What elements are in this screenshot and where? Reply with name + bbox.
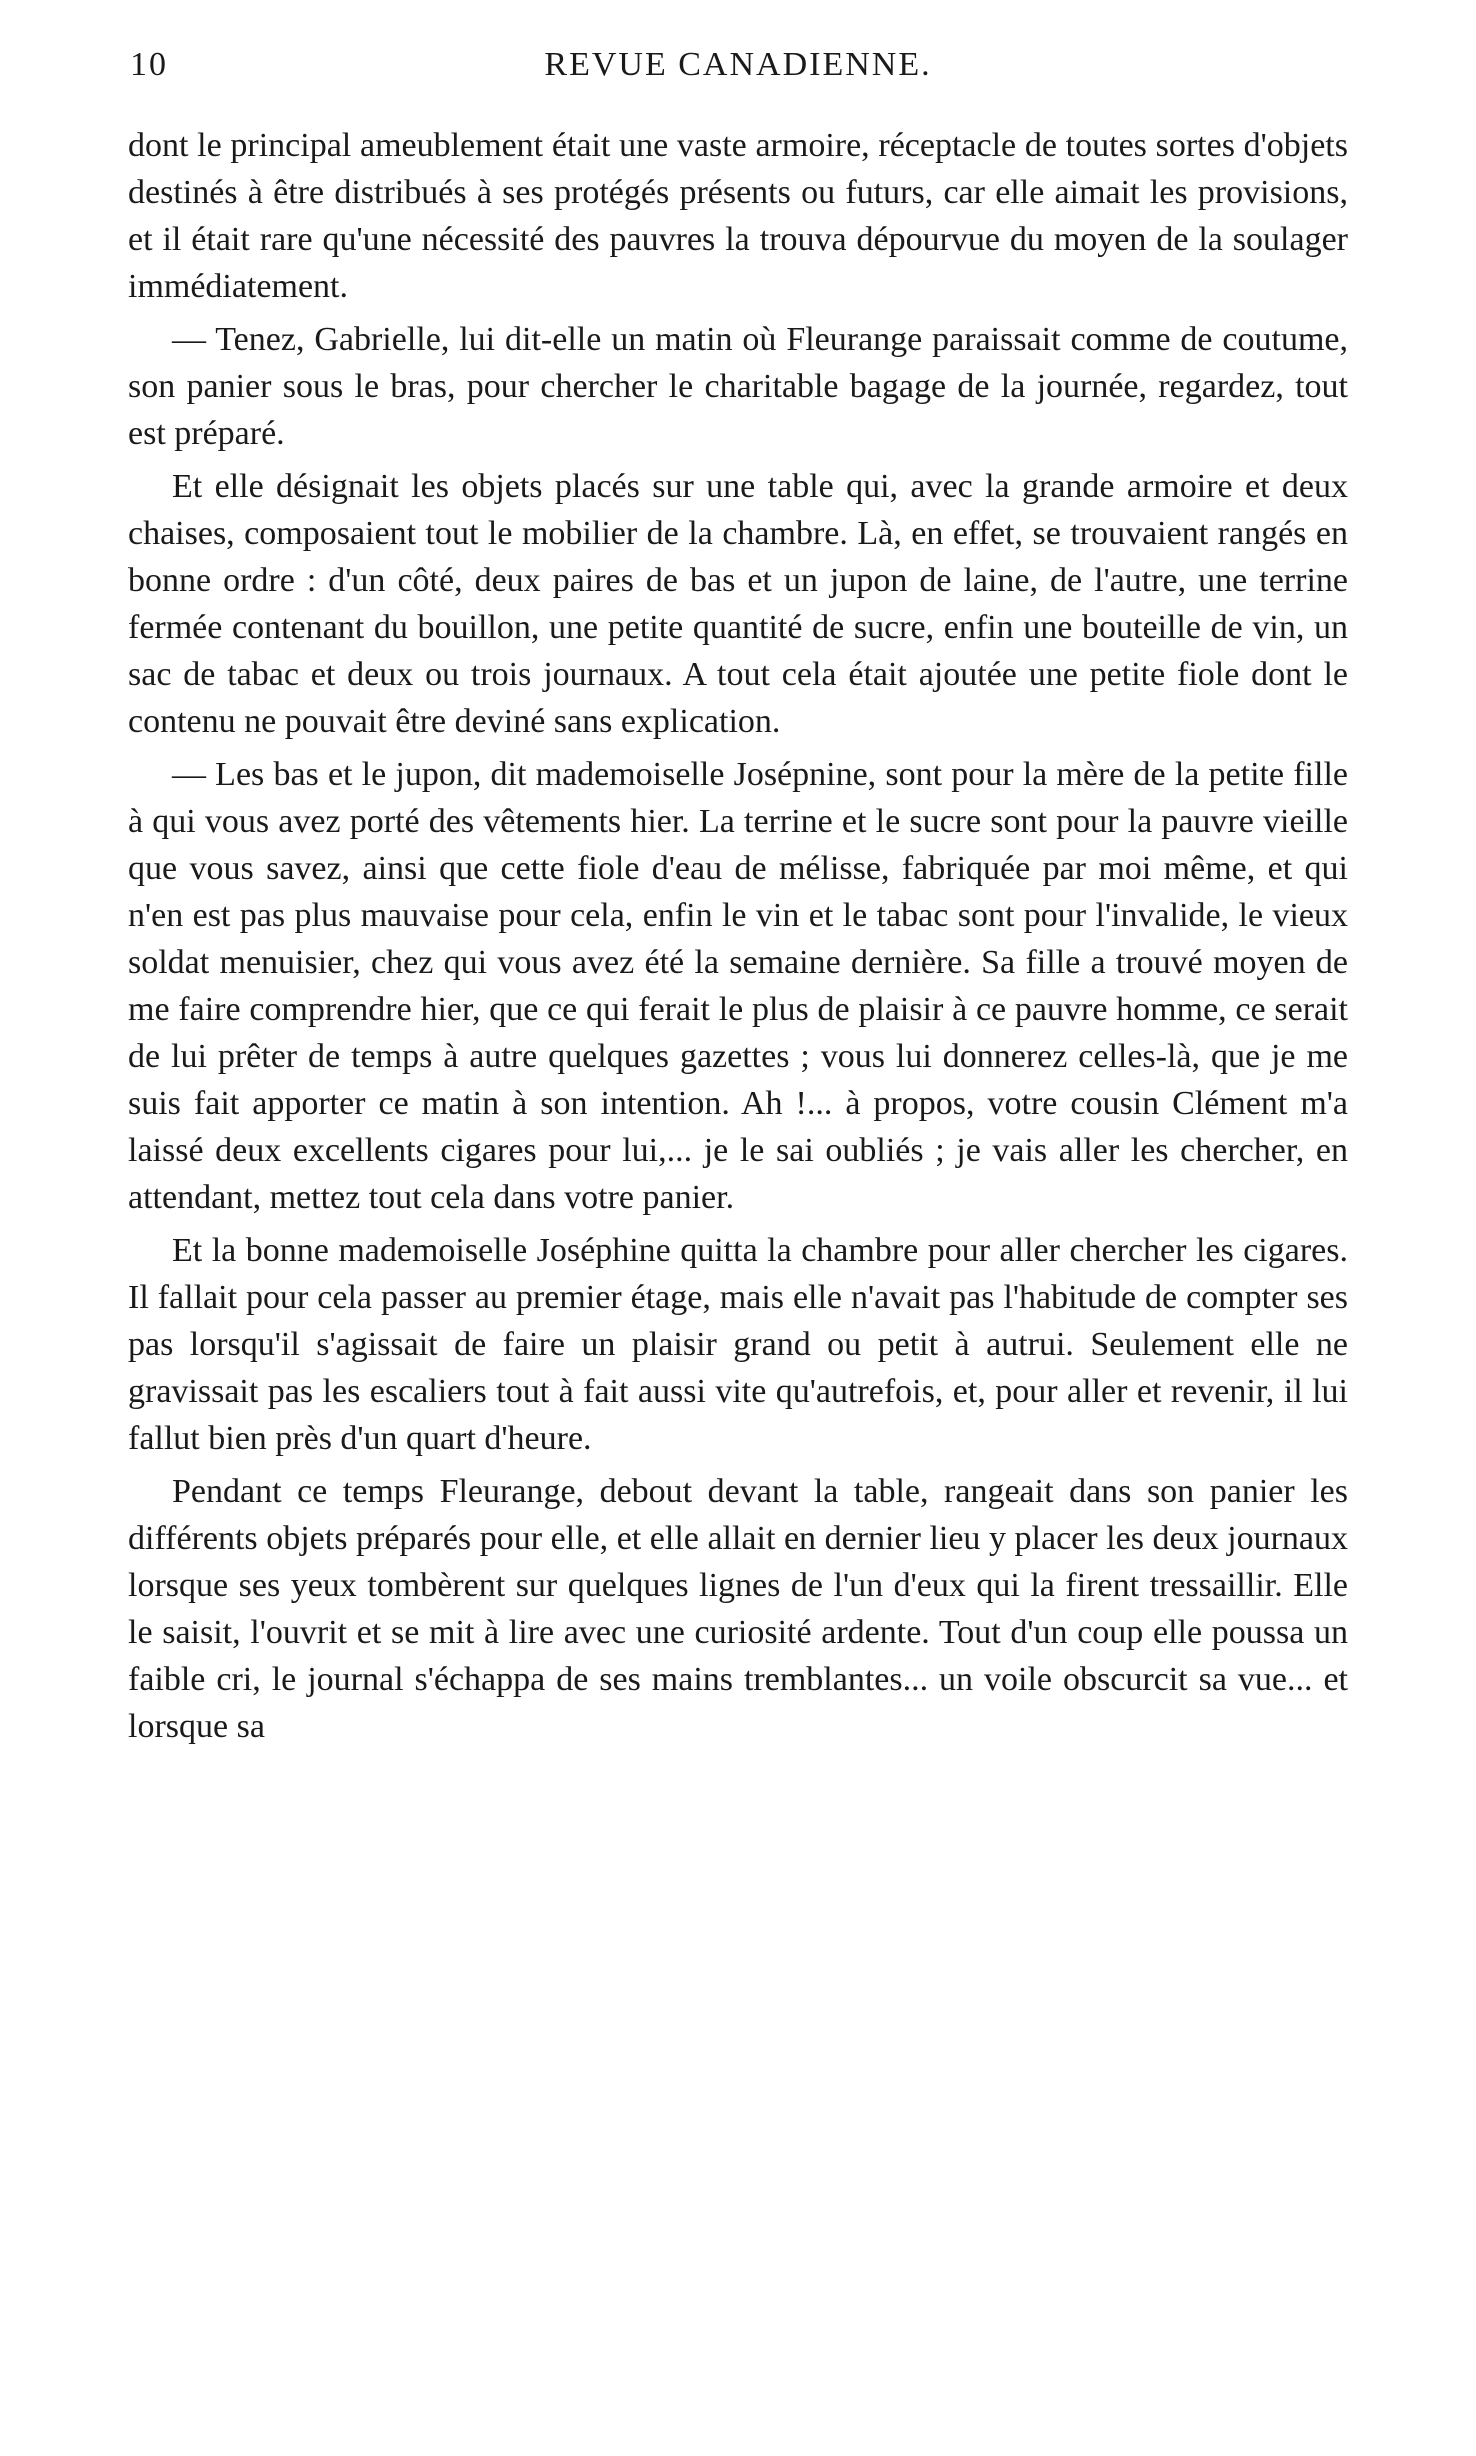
- paragraph-dialogue-tenez: — Tenez, Gabrielle, lui dit-elle un matin où Fleurange paraissait comme de coutume, son panier sous le bras, pour chercher le charitable bagage de la journée, regardez, tout est préparé.: [128, 321, 1348, 452]
- running-title: REVUE CANADIENNE.: [544, 46, 932, 83]
- paragraph-fleurange-reads: Pendant ce temps Fleurange, debout devant la table, rangeait dans son panier les différents objets préparés pour elle, et elle allait en dernier lieu y placer les deux journaux lorsque ses yeux tombèrent sur quelques lignes de l'un d'eux qui la firent tressaillir. Elle le saisit, l'ouvrit et se mit à lire avec une curiosité ardente. Tout d'un coup elle poussa un faible cri, le journal s'échappa de ses mains tremblantes... un voile obscurcit sa vue... et lorsque sa: [128, 1473, 1348, 1745]
- book-page: [128, 40, 1348, 2420]
- paragraph-table-objects: Et elle désignait les objets placés sur une table qui, avec la grande armoire et deux chaises, composaient tout le mobilier de la chambre. Là, en effet, se trouvaient rangés en bonne ordre : d'un côté, deux paires de bas et un jupon de laine, de l'autre, une terrine fermée contenant du bouillon, une petite quantité de sucre, enfin une bouteille de vin, un sac de tabac et deux ou trois journaux. A tout cela était ajoutée une petite fiole dont le contenu ne pouvait être deviné sans explication.: [128, 468, 1348, 740]
- running-head: [128, 40, 1348, 100]
- page-number: 10: [130, 46, 168, 83]
- paragraph-continuation: dont le principal ameublement était une vaste armoire, réceptacle de toutes sortes d'objets destinés à être distribués à ses protégés présents ou futurs, car elle aimait les provisions, et il était rare qu'une nécessité des pauvres la trouva dépourvue du moyen de la soulager immédiatement.: [128, 127, 1348, 305]
- paragraph-dialogue-josephine: — Les bas et le jupon, dit mademoiselle Josépnine, sont pour la mère de la petite fille à qui vous avez porté des vêtements hier. La terrine et le sucre sont pour la pauvre vieille que vous savez, ainsi que cette fiole d'eau de mélisse, fabriquée par moi même, et qui n'en est pas plus mauvaise pour cela, enfin le vin et le tabac sont pour l'invalide, le vieux soldat menuisier, chez qui vous avez été la semaine dernière. Sa fille a trouvé moyen de me faire comprendre hier, que ce qui ferait le plus de plaisir à ce pauvre homme, ce serait de lui prêter de temps à autre quelques gazettes ; vous lui donnerez celles-là, que je me suis fait apporter ce matin à son intention. Ah !... à propos, votre cousin Clément m'a laissé deux excellents cigares pour lui,... je le sai oubliés ; je vais aller les chercher, en attendant, mettez tout cela dans votre panier.: [128, 756, 1348, 1216]
- body-text: [128, 122, 1348, 1750]
- paragraph-josephine-leaves: Et la bonne mademoiselle Joséphine quitta la chambre pour aller chercher les cigares. Il fallait pour cela passer au premier étage, mais elle n'avait pas l'habitude de compter ses pas lorsqu'il s'agissait de faire un plaisir grand ou petit à autrui. Seulement elle ne gravissait pas les escaliers tout à fait aussi vite qu'autrefois, et, pour aller et revenir, il lui fallut bien près d'un quart d'heure.: [128, 1232, 1348, 1457]
